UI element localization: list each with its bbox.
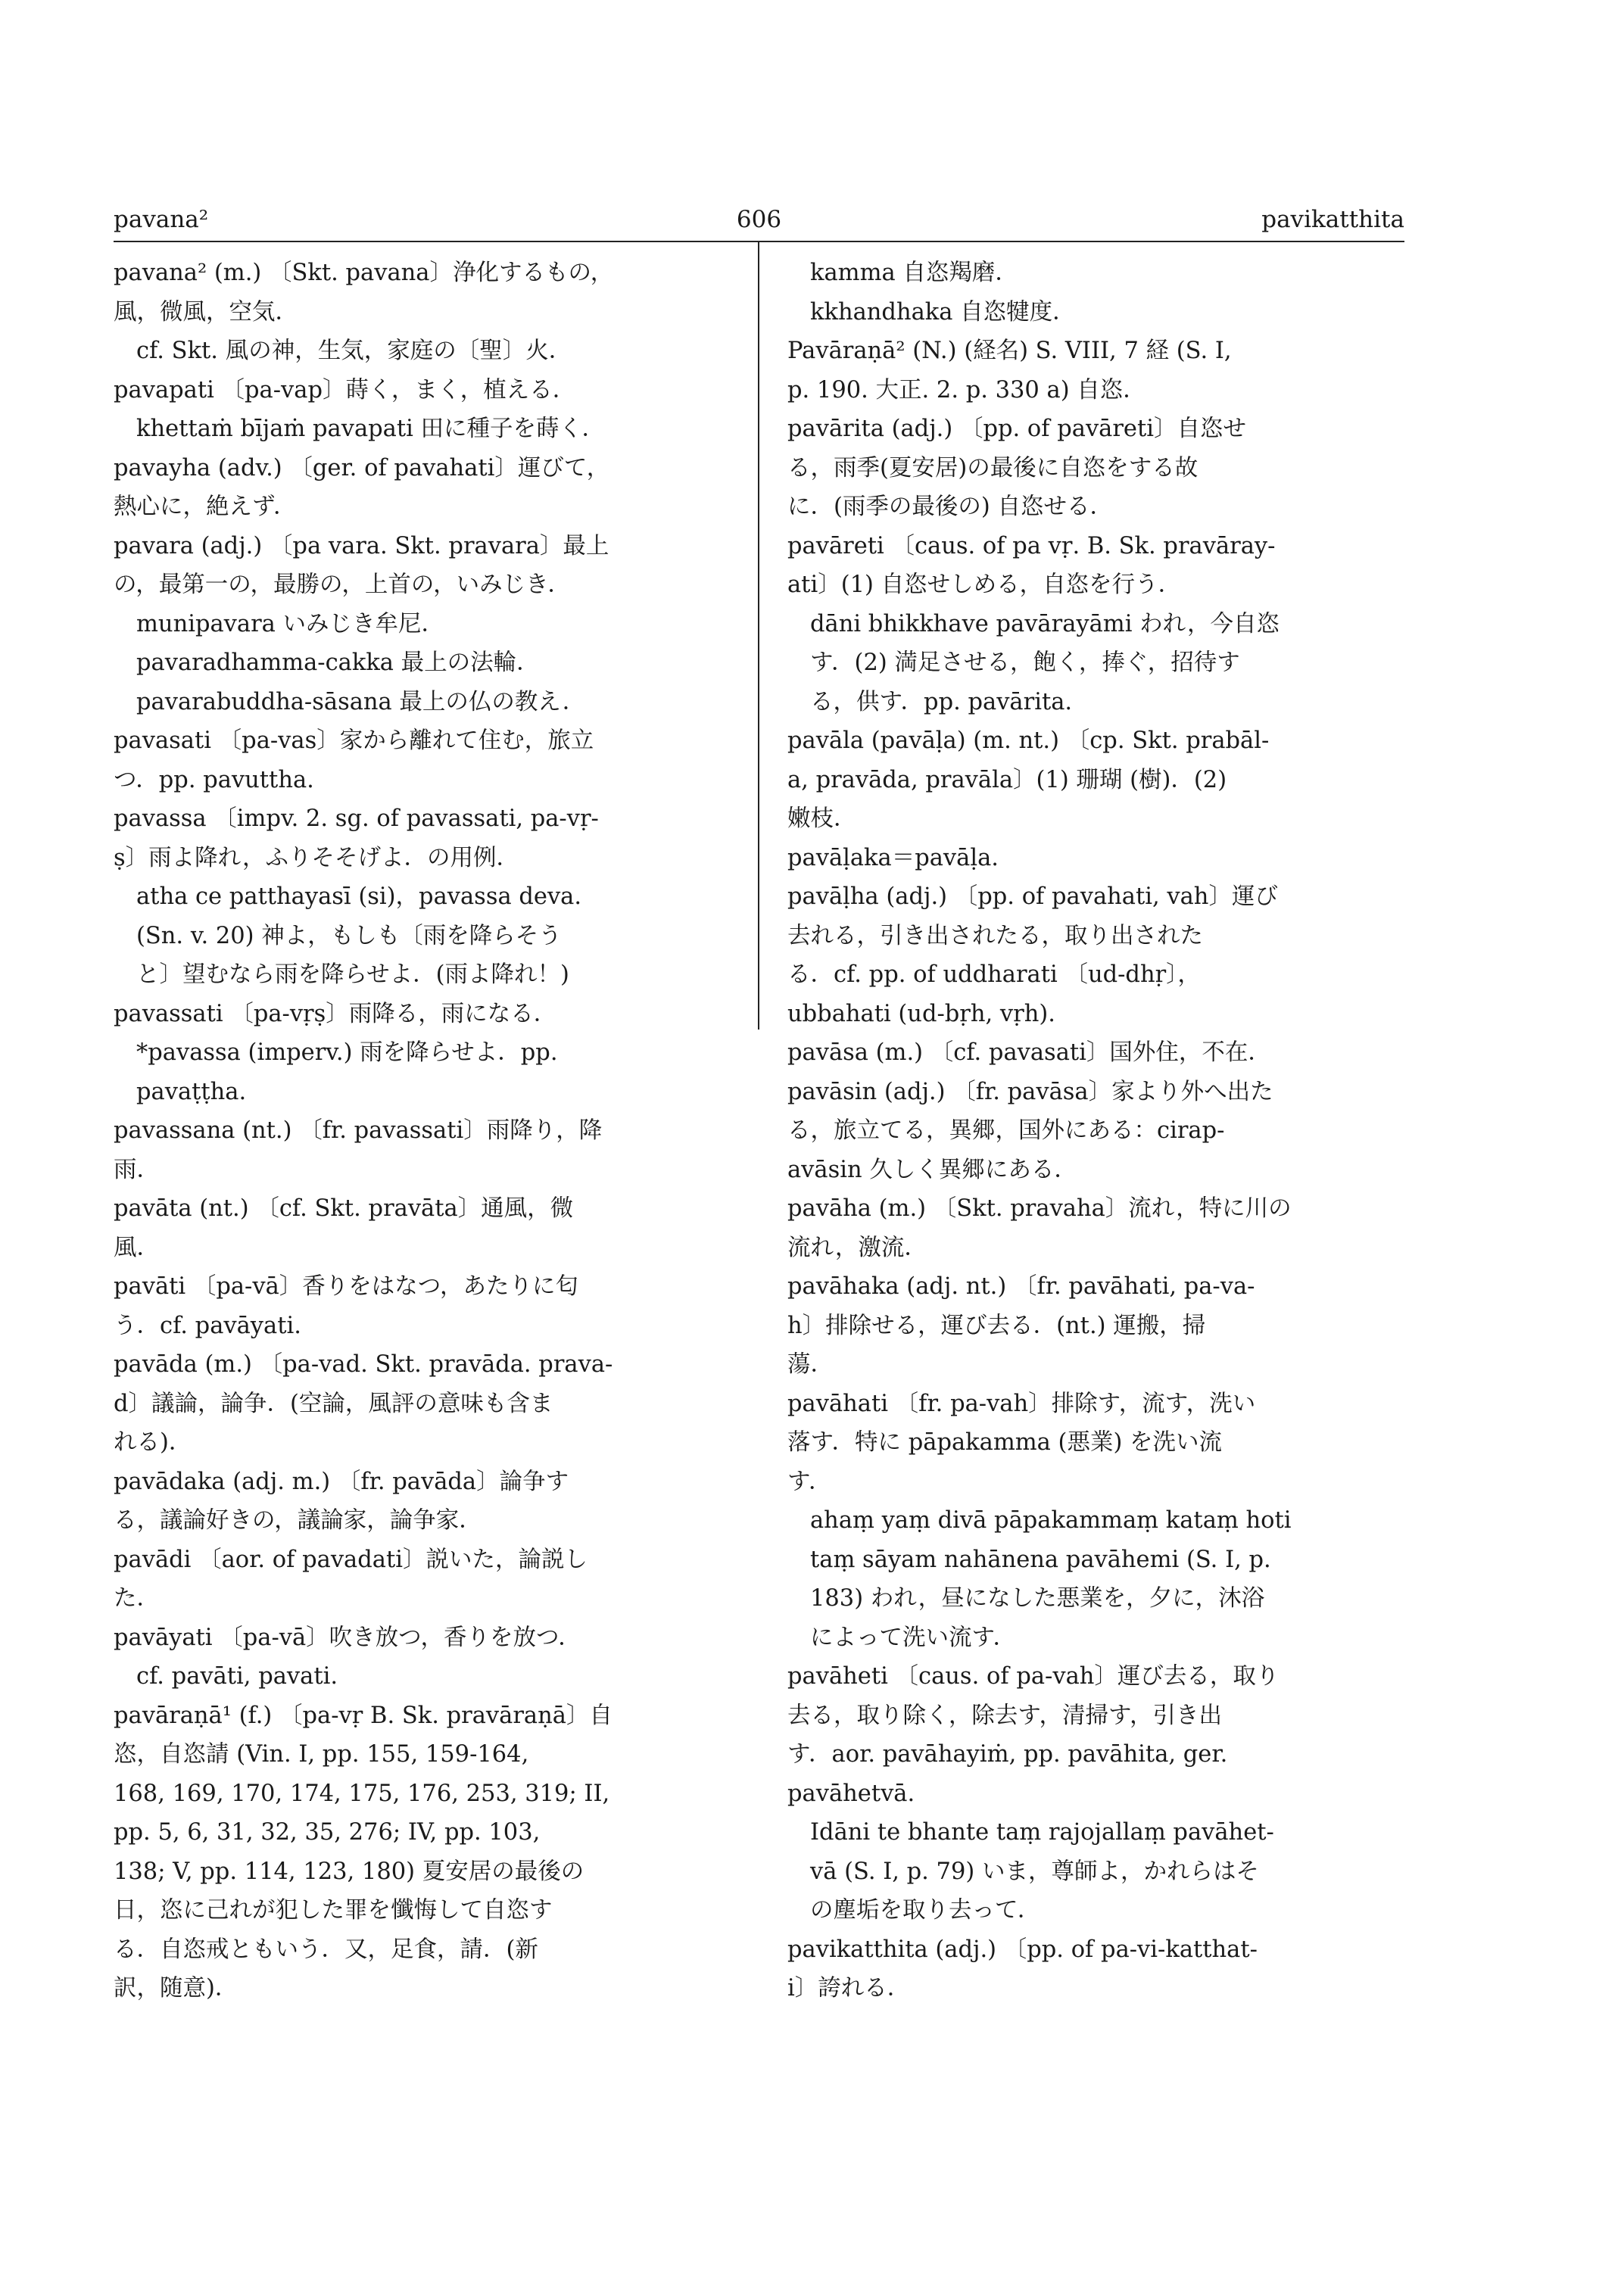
dictionary-line: avāsin 久しく異郷にある． [787, 1156, 1077, 1183]
dictionary-line: た． [114, 1585, 160, 1612]
dictionary-line: す．aor. pavāhayiṁ, pp. pavāhita, ger. [787, 1741, 1228, 1768]
dictionary-line: Idāni te bhante taṃ rajojallaṃ pavāhet- [810, 1819, 1274, 1846]
dictionary-line: 168, 169, 170, 174, 175, 176, 253, 319; II, [114, 1780, 610, 1807]
column-divider [758, 242, 759, 1030]
dictionary-line: 去れる，引き出されたる，取り出された [787, 922, 1203, 949]
dictionary-line: pavāsa (m.) 〔cf. pavasati〕国外住，不在． [787, 1039, 1271, 1066]
dictionary-line: pavāraṇā¹ (f.) 〔pa-vṛ B. Sk. pravāraṇā〕自 [114, 1702, 613, 1729]
dictionary-line: 138; V, pp. 114, 123, 180) 夏安居の最後の [114, 1858, 584, 1885]
dictionary-line: pavassati 〔pa-vṛṣ〕雨降る，雨になる． [114, 1000, 557, 1027]
dictionary-line: る，議論好きの，議論家，論争家． [114, 1507, 482, 1534]
dictionary-line: pavapati 〔pa-vap〕蒔く，まく，植える． [114, 376, 576, 403]
dictionary-line: つ．pp. pavuttha. [114, 766, 314, 793]
dictionary-line: pavādaka (adj. m.) 〔fr. pavāda〕論争す [114, 1468, 569, 1495]
page-header [114, 204, 1404, 242]
dictionary-line: によって洗い流す． [810, 1624, 1017, 1651]
dictionary-line: p. 190. 大正. 2. p. 330 a) 自恣． [787, 376, 1146, 403]
dictionary-line: 183) われ，昼になした悪業を，夕に，沐浴 [810, 1585, 1265, 1612]
dictionary-line: pavāha (m.) 〔Skt. pravaha〕流れ，特に川の [787, 1195, 1292, 1222]
right-column [787, 254, 1393, 2008]
dictionary-line: の，最第一の，最勝の，上首の，いみじき． [114, 572, 571, 598]
dictionary-line: pavāla (pavāḷa) (m. nt.) 〔cp. Skt. prabāl- [787, 727, 1270, 754]
dictionary-line: う．cf. pavāyati. [114, 1312, 301, 1339]
dictionary-line: pavāhati 〔fr. pa-vah〕排除す，流す，洗い [787, 1390, 1256, 1417]
dictionary-line: す． [787, 1468, 832, 1495]
dictionary-line: pavāyati 〔pa-vā〕吹き放つ，香りを放つ． [114, 1624, 581, 1651]
dictionary-line: pavara (adj.) 〔pa vara. Skt. pravara〕最上 [114, 532, 609, 559]
dictionary-line: 落す．特に pāpakamma (悪業) を洗い流 [787, 1429, 1223, 1456]
dictionary-line: pavāhetvā. [787, 1780, 915, 1807]
dictionary-line: 去る，取り除く，除去す，清掃す，引き出 [787, 1702, 1223, 1729]
dictionary-line: 訳，随意)． [114, 1975, 238, 2002]
dictionary-line: ati〕(1) 自恣せしめる，自恣を行う． [787, 572, 1182, 598]
page-number: 606 [736, 206, 782, 233]
dictionary-line: pavāḷaka＝pavāḷa. [787, 844, 999, 871]
dictionary-line: pavana² (m.) 〔Skt. pavana〕浄化するもの， [114, 260, 614, 286]
dictionary-line: pavaradhamma-cakka 最上の法輪． [136, 650, 540, 676]
dictionary-line: 雨． [114, 1156, 160, 1183]
dictionary-line: pavādi 〔aor. of pavadati〕説いた，論説し [114, 1546, 588, 1573]
dictionary-line: a, pravāda, pravāla〕(1) 珊瑚 (樹)．(2) [787, 766, 1227, 793]
dictionary-line: す．(2) 満足させる，飽く，捧ぐ，招待す [810, 650, 1240, 676]
dictionary-line: る，雨季(夏安居)の最後に自恣をする故 [787, 454, 1199, 481]
dictionary-line: pavāda (m.) 〔pa-vad. Skt. pravāda. prava- [114, 1351, 613, 1378]
dictionary-line: る．cf. pp. of uddharati 〔ud-dhṛ〕， [787, 961, 1201, 988]
dictionary-line: munipavara いみじき牟尼． [136, 610, 445, 637]
dictionary-line: cf. Skt. 風の神，生気，家庭の〔聖〕火． [136, 338, 572, 364]
dictionary-line: 蕩． [787, 1351, 834, 1378]
dictionary-line: pavāḷha (adj.) 〔pp. of pavahati, vah〕運び [787, 883, 1278, 910]
dictionary-line: 風． [114, 1234, 160, 1261]
dictionary-line: pavāreti 〔caus. of pa vṛ. B. Sk. pravāray- [787, 532, 1276, 559]
dictionary-line: 嫩枝． [787, 805, 857, 832]
dictionary-line: 熱心に，絶えず． [114, 494, 297, 520]
dictionary-line: vā (S. I, p. 79) いま，尊師よ，かれらはそ [810, 1858, 1259, 1885]
dictionary-line: pavāsin (adj.) 〔fr. pavāsa〕家より外へ出た [787, 1078, 1273, 1105]
dictionary-line: 風，微風，空気． [114, 298, 298, 326]
dictionary-line: pavaṭṭha. [136, 1078, 247, 1105]
dictionary-line: *pavassa (imperv.) 雨を降らせよ．pp. [136, 1039, 558, 1066]
dictionary-line: d〕議論，論争．(空論，風評の意味も含ま [114, 1390, 553, 1417]
dictionary-line: Pavāraṇā² (N.) (経名) S. VIII, 7 経 (S. I, [787, 338, 1232, 364]
dictionary-line: pavassana (nt.) 〔fr. pavassati〕雨降り，降 [114, 1117, 603, 1144]
dictionary-line: i〕誇れる． [787, 1975, 911, 2002]
dictionary-line: kamma 自恣羯磨． [810, 260, 1018, 286]
dictionary-line: れる)． [114, 1429, 192, 1456]
dictionary-line: pavāhaka (adj. nt.) 〔fr. pavāhati, pa-va- [787, 1273, 1255, 1300]
dictionary-line: ṣ〕雨よ降れ，ふりそそげよ．の用例． [114, 844, 519, 871]
dictionary-line: kkhandhaka 自恣犍度． [810, 298, 1076, 326]
dictionary-line: 恣，自恣請 (Vin. I, pp. 155, 159-164, [114, 1741, 529, 1768]
dictionary-line: pavāheti 〔caus. of pa-vah〕運び去る，取り [787, 1663, 1280, 1690]
dictionary-line: の塵垢を取り去って． [810, 1897, 1041, 1924]
dictionary-line: dāni bhikkhave pavārayāmi われ，今自恣 [810, 610, 1280, 637]
dictionary-line: pavasati 〔pa-vas〕家から離れて住む，旅立 [114, 727, 594, 754]
dictionary-line: る．自恣戒ともいう．又，足食，請．(新 [114, 1936, 538, 1963]
dictionary-line: pavāti 〔pa-vā〕香りをはなつ，あたりに匂 [114, 1273, 579, 1300]
dictionary-line: cf. pavāti, pavati. [136, 1663, 338, 1690]
dictionary-line: ahaṃ yaṃ divā pāpakammaṃ kataṃ hoti [810, 1507, 1292, 1534]
dictionary-line: pavayha (adv.) 〔ger. of pavahati〕運びて， [114, 454, 610, 481]
dictionary-line: る，旅立てる，異郷，国外にある：cirap- [787, 1117, 1225, 1144]
dictionary-line: と〕望むなら雨を降らせよ．(雨よ降れ！) [136, 961, 569, 988]
dictionary-line: pavassa 〔impv. 2. sg. of pavassati, pa-vṛ- [114, 805, 599, 832]
dictionary-line: khettaṁ bījaṁ pavapati 田に種子を蒔く． [136, 416, 605, 442]
dictionary-line: pavārita (adj.) 〔pp. of pavāreti〕自恣せ [787, 416, 1246, 442]
dictionary-line: る，供す．pp. pavārita. [810, 688, 1073, 715]
dictionary-line: pavāta (nt.) 〔cf. Skt. pravāta〕通風，微 [114, 1195, 574, 1222]
dictionary-line: pavarabuddha-sāsana 最上の仏の教え． [136, 688, 586, 715]
dictionary-line: h〕排除せる，運び去る．(nt.) 運搬，掃 [787, 1312, 1206, 1339]
dictionary-line: (Sn. v. 20) 神よ，もしも〔雨を降らそう [136, 922, 562, 949]
header-left-guide-word: pavana² [114, 206, 209, 233]
dictionary-line: taṃ sāyam nahānena pavāhemi (S. I, p. [810, 1546, 1271, 1573]
dictionary-line: 流れ，激流． [787, 1234, 927, 1261]
dictionary-line: に．(雨季の最後の) 自恣せる． [787, 494, 1113, 520]
left-column [114, 254, 734, 2008]
dictionary-line: pavikatthita (adj.) 〔pp. of pa-vi-katthat- [787, 1936, 1258, 1963]
dictionary-line: atha ce patthayasī (si)，pavassa deva. [136, 883, 582, 910]
dictionary-line: 日，恣に己れが犯した罪を懺悔して自恣す [114, 1897, 553, 1924]
dictionary-line: pp. 5, 6, 31, 32, 35, 276; IV, pp. 103, [114, 1819, 541, 1846]
header-right-guide-word: pavikatthita [1261, 206, 1404, 233]
dictionary-line: ubbahati (ud-bṛh, vṛh). [787, 1000, 1055, 1027]
